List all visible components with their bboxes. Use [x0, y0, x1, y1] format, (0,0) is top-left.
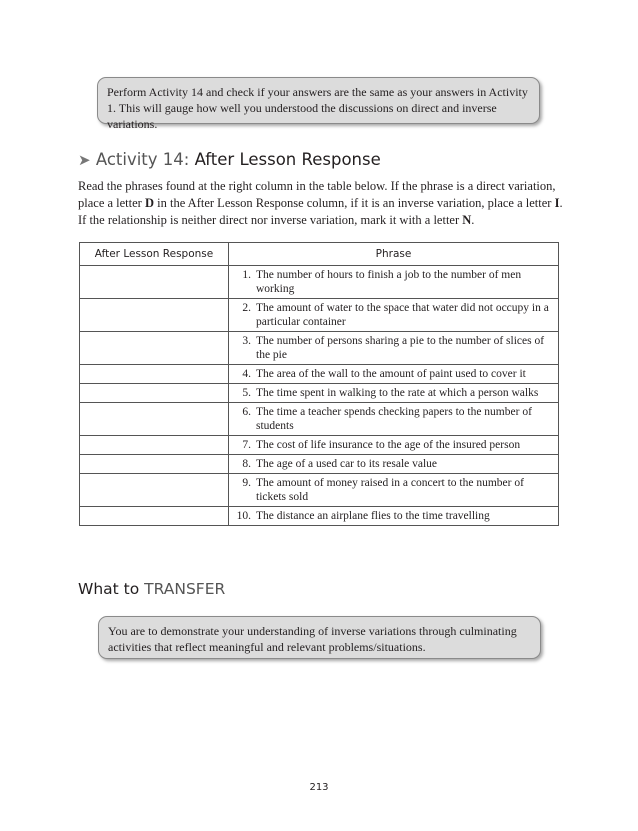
table-row — [80, 474, 559, 507]
page-number: 213 — [309, 782, 329, 793]
instructions-part-2: in the After Lesson Response column, if it is an inverse variation, place a letter — [154, 196, 555, 210]
phrase-cell — [229, 299, 559, 332]
table-row — [80, 332, 559, 365]
phrase-number: 6. — [242, 406, 251, 418]
phrase-number: 8. — [242, 458, 251, 470]
transfer-heading-prefix: What to — [78, 580, 140, 598]
table-row — [80, 403, 559, 436]
response-table — [79, 242, 559, 526]
phrase-number: 4. — [242, 368, 251, 380]
phrase-number: 1. — [242, 269, 251, 281]
table-row — [80, 384, 559, 403]
phrase-number: 7. — [242, 439, 251, 451]
phrase-text: The age of a used car to its resale value — [256, 458, 438, 470]
table-row — [80, 436, 559, 455]
intro-callout-text: Perform Activity 14 and check if your answers are the same as your answers in Activity 1. This will gauge how well you understood the discussions on direct and inverse variations. — [107, 85, 528, 131]
after-lesson-response-cell[interactable] — [80, 266, 229, 299]
instructions-part-4: . — [471, 213, 475, 227]
instructions-part-1: Read the phrases found at the right column in the table below. If the phrase is a direct variation, place a letter — [78, 179, 556, 210]
after-lesson-response-cell[interactable] — [80, 299, 229, 332]
letter-i: I — [554, 196, 560, 210]
phrase-cell — [229, 266, 559, 299]
phrase-text: The time a teacher spends checking papers to the number of students — [256, 406, 532, 432]
transfer-heading — [78, 580, 225, 598]
phrase-number: 3. — [242, 335, 251, 347]
header-after-lesson-response: After Lesson Response — [80, 243, 229, 266]
letter-d: D — [144, 196, 154, 210]
instructions-paragraph — [78, 178, 566, 229]
after-lesson-response-cell[interactable] — [80, 384, 229, 403]
activity-label: Activity 14: — [95, 150, 190, 169]
arrow-icon: ➤ — [78, 151, 91, 169]
phrase-number: 10. — [236, 510, 251, 522]
phrase-text: The time spent in walking to the rate at which a person walks — [256, 387, 539, 399]
phrase-cell — [229, 403, 559, 436]
phrase-cell — [229, 332, 559, 365]
after-lesson-response-cell[interactable] — [80, 436, 229, 455]
phrase-cell — [229, 365, 559, 384]
activity-heading — [78, 150, 381, 169]
transfer-callout-box — [98, 616, 541, 659]
phrase-text: The number of hours to finish a job to the number of men working — [256, 269, 522, 295]
phrase-number: 5. — [242, 387, 251, 399]
after-lesson-response-cell[interactable] — [80, 403, 229, 436]
phrase-cell — [229, 507, 559, 526]
phrase-text: The distance an airplane flies to the time travelling — [256, 510, 490, 522]
table-row — [80, 365, 559, 384]
activity-title: After Lesson Response — [194, 150, 381, 169]
phrase-cell — [229, 436, 559, 455]
after-lesson-response-cell[interactable] — [80, 474, 229, 507]
phrase-cell — [229, 474, 559, 507]
table-header-row — [80, 243, 559, 266]
after-lesson-response-cell[interactable] — [80, 455, 229, 474]
table-row — [80, 299, 559, 332]
table-row — [80, 266, 559, 299]
phrase-text: The amount of money raised in a concert to the number of tickets sold — [256, 477, 524, 503]
after-lesson-response-cell[interactable] — [80, 507, 229, 526]
phrase-number: 9. — [242, 477, 251, 489]
transfer-heading-accent: TRANSFER — [144, 580, 226, 598]
phrase-text: The amount of water to the space that water did not occupy in a particular container — [256, 302, 549, 328]
phrase-cell — [229, 455, 559, 474]
after-lesson-response-cell[interactable] — [80, 332, 229, 365]
table-row — [80, 507, 559, 526]
phrase-text: The area of the wall to the amount of paint used to cover it — [256, 368, 526, 380]
phrase-text: The cost of life insurance to the age of the insured person — [256, 439, 521, 451]
phrase-number: 2. — [242, 302, 251, 314]
after-lesson-response-cell[interactable] — [80, 365, 229, 384]
header-phrase: Phrase — [229, 243, 559, 266]
intro-callout-box — [97, 77, 540, 131]
phrase-cell — [229, 384, 559, 403]
instructions-part-3: . If the relationship is neither direct nor inverse variation, mark it with a letter — [78, 196, 563, 227]
letter-n: N — [462, 213, 472, 227]
table-row — [80, 455, 559, 474]
transfer-callout-text: You are to demonstrate your understanding of inverse variations through culminating activities that reflect meaningful and relevant problems/situations. — [108, 624, 517, 654]
phrase-text: The number of persons sharing a pie to the number of slices of the pie — [256, 335, 545, 361]
